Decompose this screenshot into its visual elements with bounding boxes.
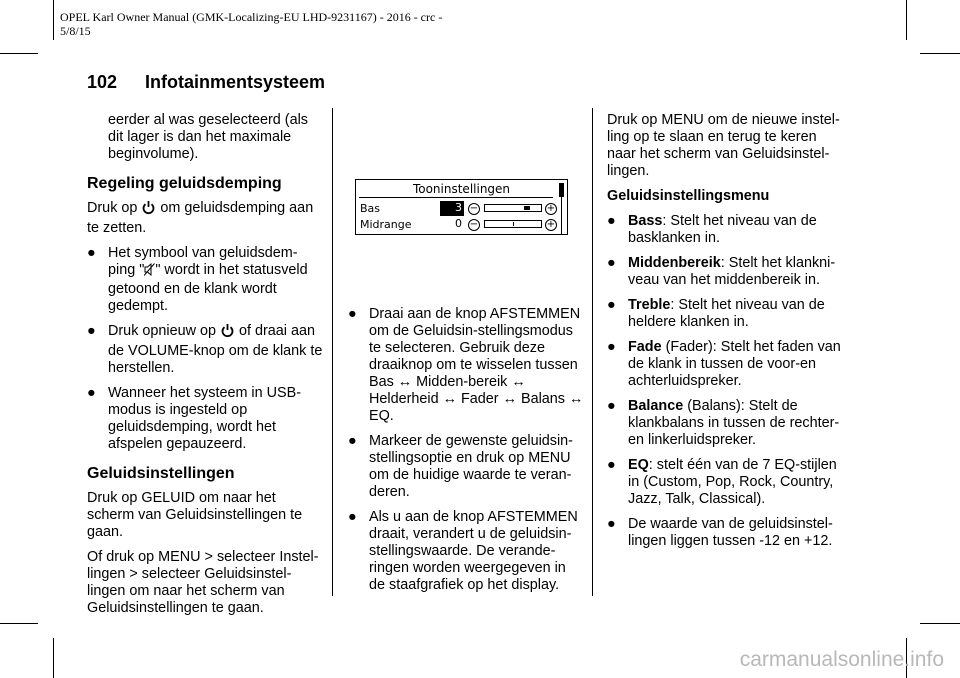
column-middle [348,306,584,602]
setting-label: Bas [360,202,381,215]
text: of draai aan de VOLUME-knop om de klank te herstellen. [108,323,323,376]
bullet: ● [87,323,96,339]
section-title: Infotainmentsysteem [145,72,326,92]
term: Treble [628,297,671,313]
level-bar [484,220,542,228]
bullet: ● [607,339,616,355]
scrollbar-track [561,197,562,234]
list-item [607,255,843,289]
plus-icon: + [546,203,556,214]
term: Bass [628,213,663,229]
crop-mark [53,0,54,40]
term: Middenbereik [628,255,721,271]
list-item [607,297,843,331]
text: Draai aan de knop AFSTEMMEN om de Geluidsin-stellingsmodus te selecteren. Gebruik deze draaiknop om te wisselen tussen Bas ↔ Midden-bereik ↔ Helderheid ↔ Fader ↔ Balans ↔ EQ. [369,306,584,424]
text: Druk op [87,200,142,216]
plus-icon: + [546,219,556,230]
text: (Fader): Stelt het faden van de klank in tussen de voor-en achterluidspreker. [628,339,841,389]
paragraph [87,200,323,237]
text: Als u aan de knop AFSTEMMEN draait, verandert u de geluidsin-stellingswaarde. De verande-ringen worden weergegeven in de staafgrafiek op het display. [369,509,578,593]
column-divider [592,108,593,596]
doc-header [60,10,500,38]
list-item [607,457,843,508]
bullet: ● [348,306,357,322]
text: Markeer de gewenste geluidsin-stellingsoptie en druk op MENU om de huidige waarde te veran-deren. [369,433,573,500]
bullet: ● [607,398,616,414]
paragraph: Druk op MENU om de nieuwe instel-ling op te slaan en terug te keren naar het scherm van Geluidsinstel-lingen. [607,112,840,179]
text: Druk opnieuw op [108,323,220,339]
setting-label: Midrange [360,218,412,231]
watermark: carmanualsonline.info [739,648,944,671]
column-left [87,112,323,625]
setting-row [360,202,555,217]
crop-mark [920,623,960,624]
text: " wordt in het statusveld getoond en de klank wordt gedempt. [108,262,308,314]
list-item [87,323,323,377]
list-item [607,339,843,390]
bullet: ● [607,255,616,271]
list-item [348,433,584,501]
text: : stelt één van de 7 EQ-stijlen in (Custom, Pop, Rock, Country, Jazz, Talk, Classical). [628,457,837,507]
divider [359,197,553,198]
screen-title: Tooninstellingen [412,182,511,196]
list-item [607,213,843,247]
level-bar [484,204,542,212]
level-marker [524,206,530,210]
scrollbar-thumb [559,183,564,197]
page-heading [87,72,325,93]
doc-header-line: OPEL Karl Owner Manual (GMK-Localizing-EU LHD-9231167) - 2016 - crc - [60,10,443,24]
setting-value: 0 [455,217,462,230]
term: EQ [628,457,649,473]
crop-mark [53,638,54,678]
bullet: ● [348,509,357,525]
text: : Stelt het klankni-veau van het middenbereik in. [628,255,836,288]
heading: Geluidsinstellingsmenu [607,188,770,204]
text: om geluidsdemping aan te zetten. [87,200,314,236]
crop-mark [0,623,38,624]
crop-mark [906,0,907,40]
list-item [87,245,323,315]
setting-value: 3 [440,201,464,216]
list-item [87,385,323,453]
list-item [348,509,584,594]
minus-icon: − [469,219,479,230]
bullet: ● [607,457,616,473]
minus-icon: − [469,203,479,214]
term: Balance [628,398,684,414]
text: De waarde van de geluidsinstel-lingen liggen tussen -12 en +12. [628,516,833,549]
text: Het symbool van geluidsdem-ping " [108,245,298,278]
text: (Balans): Stelt de klankbalans in tussen de rechter- en linkerluidspreker. [628,398,840,448]
bullet: ● [607,516,616,532]
bullet: ● [348,433,357,449]
paragraph: Druk op GELUID om naar het scherm van Geluidsinstellingen te gaan. [87,490,303,540]
bullet: ● [87,385,96,401]
column-right [607,112,843,558]
text: : Stelt het niveau van de heldere klanken in. [628,297,825,330]
text: Wanneer het systeem in USB-modus is ingesteld op geluidsdemping, wordt het afspelen gepauzeerd. [108,385,302,452]
heading: Geluidsinstellingen [87,465,235,482]
bullet: ● [87,245,96,261]
doc-header-line: 5/8/15 [60,24,91,38]
power-icon [142,200,155,220]
tone-settings-screen [355,179,568,235]
paragraph: Of druk op MENU > selecteer Instel-lingen > selecteer Geluidsinstel-lingen om naar het scherm van Geluidsinstellingen te gaan. [87,549,319,616]
page-number: 102 [87,72,118,92]
power-icon [221,323,234,343]
bullet: ● [607,213,616,229]
list-item [607,516,843,550]
list-item [348,306,584,425]
crop-mark [920,53,960,54]
paragraph: eerder al was geselecteerd (als dit lager is dan het maximale beginvolume). [108,112,308,162]
crop-mark [0,53,38,54]
term: Fade [628,339,662,355]
column-divider [332,108,333,596]
setting-row [360,218,555,233]
bullet: ● [607,297,616,313]
heading: Regeling geluidsdemping [87,175,282,192]
list-item [607,398,843,449]
text: : Stelt het niveau van de basklanken in. [628,213,817,246]
level-marker [513,222,514,226]
mute-icon [144,263,155,281]
